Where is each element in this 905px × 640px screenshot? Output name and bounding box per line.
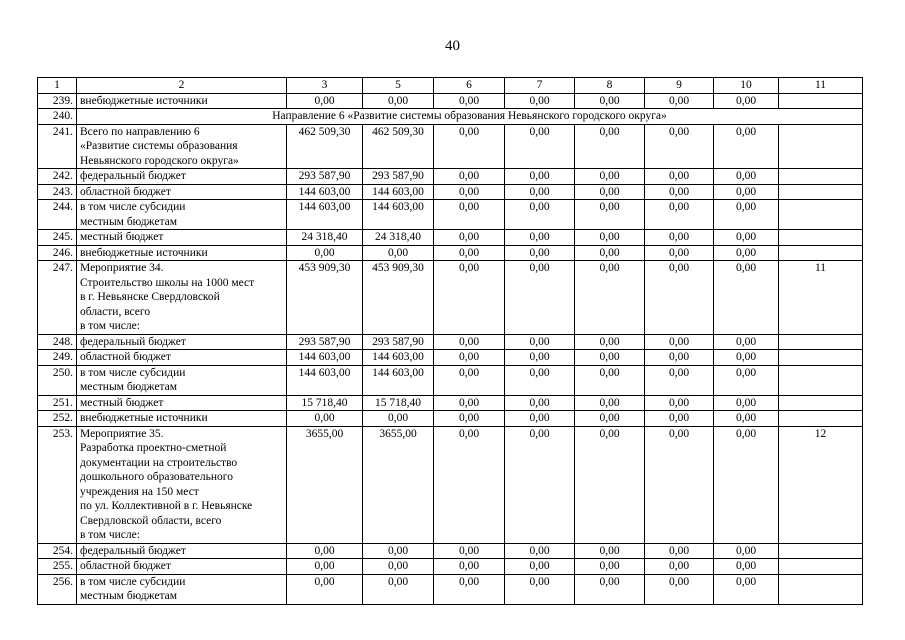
row-number: 245. <box>38 230 77 246</box>
value-cell: 0,00 <box>645 334 714 350</box>
row-number: 244. <box>38 200 77 230</box>
column-header: 9 <box>645 78 714 94</box>
column-header: 7 <box>505 78 575 94</box>
value-cell: 0,00 <box>363 559 434 575</box>
value-cell: 0,00 <box>714 245 779 261</box>
row-number: 247. <box>38 261 77 335</box>
row-number: 253. <box>38 426 77 543</box>
row-label: Всего по направлению 6 «Развитие системы образования Невьянского городского округа» <box>77 124 287 169</box>
target-indicator-cell <box>779 230 863 246</box>
row-number: 256. <box>38 574 77 604</box>
value-cell: 0,00 <box>714 411 779 427</box>
table-row <box>38 426 863 543</box>
value-cell: 24 318,40 <box>287 230 363 246</box>
value-cell: 0,00 <box>505 543 575 559</box>
target-indicator-cell <box>779 574 863 604</box>
value-cell: 0,00 <box>714 365 779 395</box>
table-row <box>38 411 863 427</box>
value-cell: 0,00 <box>434 261 505 335</box>
target-indicator-cell: 11 <box>779 261 863 335</box>
value-cell: 0,00 <box>714 426 779 543</box>
value-cell: 15 718,40 <box>287 395 363 411</box>
table-row <box>38 124 863 169</box>
value-cell: 0,00 <box>505 169 575 185</box>
table-row <box>38 184 863 200</box>
value-cell: 0,00 <box>714 261 779 335</box>
row-label: Мероприятие 34. Строительство школы на 1000 мест в г. Невьянске Свердловской области, всего в том числе: <box>77 261 287 335</box>
value-cell: 0,00 <box>434 426 505 543</box>
value-cell: 3655,00 <box>287 426 363 543</box>
value-cell: 144 603,00 <box>363 184 434 200</box>
row-label: в том числе субсидии местным бюджетам <box>77 574 287 604</box>
row-number: 242. <box>38 169 77 185</box>
row-label: внебюджетные источники <box>77 245 287 261</box>
value-cell: 0,00 <box>505 365 575 395</box>
column-header: 3 <box>287 78 363 94</box>
value-cell: 0,00 <box>434 93 505 109</box>
column-header: 10 <box>714 78 779 94</box>
target-indicator-cell: 12 <box>779 426 863 543</box>
target-indicator-cell <box>779 169 863 185</box>
row-label: областной бюджет <box>77 559 287 575</box>
value-cell: 0,00 <box>645 395 714 411</box>
column-header-row <box>38 78 863 94</box>
value-cell: 0,00 <box>287 574 363 604</box>
value-cell: 0,00 <box>575 426 645 543</box>
row-label: внебюджетные источники <box>77 93 287 109</box>
target-indicator-cell <box>779 184 863 200</box>
value-cell: 0,00 <box>714 559 779 575</box>
value-cell: 0,00 <box>434 411 505 427</box>
value-cell: 0,00 <box>505 426 575 543</box>
value-cell: 462 509,30 <box>363 124 434 169</box>
value-cell: 0,00 <box>645 350 714 366</box>
row-label: местный бюджет <box>77 395 287 411</box>
row-label: в том числе субсидии местным бюджетам <box>77 200 287 230</box>
value-cell: 0,00 <box>714 184 779 200</box>
value-cell: 0,00 <box>363 411 434 427</box>
value-cell: 0,00 <box>505 559 575 575</box>
value-cell: 0,00 <box>645 124 714 169</box>
budget-table <box>37 77 863 605</box>
value-cell: 0,00 <box>575 169 645 185</box>
value-cell: 0,00 <box>434 230 505 246</box>
value-cell: 144 603,00 <box>287 365 363 395</box>
value-cell: 0,00 <box>575 574 645 604</box>
value-cell: 0,00 <box>645 543 714 559</box>
value-cell: 453 909,30 <box>287 261 363 335</box>
row-number: 239. <box>38 93 77 109</box>
row-number: 249. <box>38 350 77 366</box>
value-cell: 0,00 <box>575 395 645 411</box>
value-cell: 0,00 <box>645 574 714 604</box>
row-number: 252. <box>38 411 77 427</box>
value-cell: 0,00 <box>575 261 645 335</box>
value-cell: 0,00 <box>434 184 505 200</box>
value-cell: 0,00 <box>645 169 714 185</box>
value-cell: 0,00 <box>505 200 575 230</box>
table-row <box>38 350 863 366</box>
value-cell: 293 587,90 <box>363 334 434 350</box>
row-number: 251. <box>38 395 77 411</box>
target-indicator-cell <box>779 245 863 261</box>
value-cell: 15 718,40 <box>363 395 434 411</box>
value-cell: 0,00 <box>363 543 434 559</box>
row-number: 246. <box>38 245 77 261</box>
column-header: 2 <box>77 78 287 94</box>
target-indicator-cell <box>779 200 863 230</box>
row-label: Мероприятие 35. Разработка проектно-сметной документации на строительство дошкольного образовательного учреждения на 150 мест по ул. Коллективной в г. Невьянске Свердловской области, всего в том числе: <box>77 426 287 543</box>
table-row <box>38 574 863 604</box>
target-indicator-cell <box>779 334 863 350</box>
row-number: 250. <box>38 365 77 395</box>
value-cell: 0,00 <box>434 559 505 575</box>
value-cell: 0,00 <box>434 350 505 366</box>
table-row <box>38 230 863 246</box>
value-cell: 0,00 <box>505 245 575 261</box>
value-cell: 293 587,90 <box>287 169 363 185</box>
target-indicator-cell <box>779 395 863 411</box>
value-cell: 0,00 <box>645 411 714 427</box>
target-indicator-cell <box>779 411 863 427</box>
value-cell: 0,00 <box>505 395 575 411</box>
section-heading: Направление 6 «Развитие системы образования Невьянского городского округа» <box>77 109 863 125</box>
value-cell: 0,00 <box>505 184 575 200</box>
value-cell: 0,00 <box>575 411 645 427</box>
value-cell: 0,00 <box>287 411 363 427</box>
value-cell: 0,00 <box>434 200 505 230</box>
value-cell: 0,00 <box>645 245 714 261</box>
value-cell: 0,00 <box>645 559 714 575</box>
row-number: 254. <box>38 543 77 559</box>
value-cell: 453 909,30 <box>363 261 434 335</box>
value-cell: 0,00 <box>287 559 363 575</box>
value-cell: 3655,00 <box>363 426 434 543</box>
value-cell: 0,00 <box>714 124 779 169</box>
row-label: федеральный бюджет <box>77 334 287 350</box>
value-cell: 0,00 <box>645 93 714 109</box>
value-cell: 0,00 <box>434 169 505 185</box>
value-cell: 0,00 <box>575 184 645 200</box>
table-row <box>38 200 863 230</box>
value-cell: 0,00 <box>645 184 714 200</box>
value-cell: 0,00 <box>505 124 575 169</box>
value-cell: 0,00 <box>363 574 434 604</box>
value-cell: 0,00 <box>505 334 575 350</box>
table-body <box>38 78 863 605</box>
value-cell: 0,00 <box>575 559 645 575</box>
target-indicator-cell <box>779 124 863 169</box>
value-cell: 293 587,90 <box>287 334 363 350</box>
value-cell: 0,00 <box>575 350 645 366</box>
row-number: 241. <box>38 124 77 169</box>
value-cell: 0,00 <box>575 124 645 169</box>
target-indicator-cell <box>779 543 863 559</box>
row-label: внебюджетные источники <box>77 411 287 427</box>
value-cell: 0,00 <box>287 245 363 261</box>
table-row <box>38 93 863 109</box>
value-cell: 0,00 <box>434 334 505 350</box>
value-cell: 144 603,00 <box>287 200 363 230</box>
column-header: 6 <box>434 78 505 94</box>
value-cell: 0,00 <box>505 574 575 604</box>
target-indicator-cell <box>779 559 863 575</box>
value-cell: 0,00 <box>363 245 434 261</box>
value-cell: 0,00 <box>363 93 434 109</box>
value-cell: 0,00 <box>645 426 714 543</box>
page-number: 40 <box>445 38 460 54</box>
value-cell: 0,00 <box>575 200 645 230</box>
value-cell: 144 603,00 <box>363 200 434 230</box>
table-row <box>38 109 863 125</box>
value-cell: 0,00 <box>714 543 779 559</box>
value-cell: 0,00 <box>575 334 645 350</box>
value-cell: 0,00 <box>575 230 645 246</box>
column-header: 1 <box>38 78 77 94</box>
table-row <box>38 245 863 261</box>
value-cell: 0,00 <box>434 365 505 395</box>
value-cell: 0,00 <box>714 574 779 604</box>
row-label: федеральный бюджет <box>77 543 287 559</box>
value-cell: 0,00 <box>575 245 645 261</box>
row-label: местный бюджет <box>77 230 287 246</box>
value-cell: 0,00 <box>714 93 779 109</box>
value-cell: 144 603,00 <box>287 350 363 366</box>
table-row <box>38 395 863 411</box>
value-cell: 0,00 <box>714 395 779 411</box>
value-cell: 0,00 <box>645 230 714 246</box>
value-cell: 0,00 <box>434 395 505 411</box>
value-cell: 0,00 <box>714 230 779 246</box>
value-cell: 462 509,30 <box>287 124 363 169</box>
value-cell: 0,00 <box>714 200 779 230</box>
row-number: 243. <box>38 184 77 200</box>
table-row <box>38 365 863 395</box>
column-header: 5 <box>363 78 434 94</box>
value-cell: 144 603,00 <box>287 184 363 200</box>
value-cell: 0,00 <box>287 93 363 109</box>
table-row <box>38 334 863 350</box>
value-cell: 0,00 <box>505 411 575 427</box>
target-indicator-cell <box>779 93 863 109</box>
value-cell: 144 603,00 <box>363 350 434 366</box>
value-cell: 0,00 <box>434 543 505 559</box>
target-indicator-cell <box>779 365 863 395</box>
value-cell: 293 587,90 <box>363 169 434 185</box>
target-indicator-cell <box>779 350 863 366</box>
table-row <box>38 261 863 335</box>
row-label: областной бюджет <box>77 350 287 366</box>
table-row <box>38 169 863 185</box>
value-cell: 0,00 <box>714 350 779 366</box>
value-cell: 0,00 <box>575 365 645 395</box>
value-cell: 0,00 <box>434 124 505 169</box>
column-header: 11 <box>779 78 863 94</box>
table-row <box>38 559 863 575</box>
row-label: федеральный бюджет <box>77 169 287 185</box>
value-cell: 0,00 <box>645 261 714 335</box>
value-cell: 144 603,00 <box>363 365 434 395</box>
value-cell: 0,00 <box>505 93 575 109</box>
row-label: областной бюджет <box>77 184 287 200</box>
row-label: в том числе субсидии местным бюджетам <box>77 365 287 395</box>
value-cell: 0,00 <box>505 261 575 335</box>
row-number: 255. <box>38 559 77 575</box>
row-number: 248. <box>38 334 77 350</box>
value-cell: 0,00 <box>434 574 505 604</box>
value-cell: 0,00 <box>287 543 363 559</box>
value-cell: 0,00 <box>645 365 714 395</box>
value-cell: 24 318,40 <box>363 230 434 246</box>
value-cell: 0,00 <box>505 230 575 246</box>
value-cell: 0,00 <box>505 350 575 366</box>
value-cell: 0,00 <box>575 543 645 559</box>
table-row <box>38 543 863 559</box>
value-cell: 0,00 <box>434 245 505 261</box>
column-header: 8 <box>575 78 645 94</box>
value-cell: 0,00 <box>645 200 714 230</box>
value-cell: 0,00 <box>714 169 779 185</box>
row-number: 240. <box>38 109 77 125</box>
value-cell: 0,00 <box>575 93 645 109</box>
value-cell: 0,00 <box>714 334 779 350</box>
